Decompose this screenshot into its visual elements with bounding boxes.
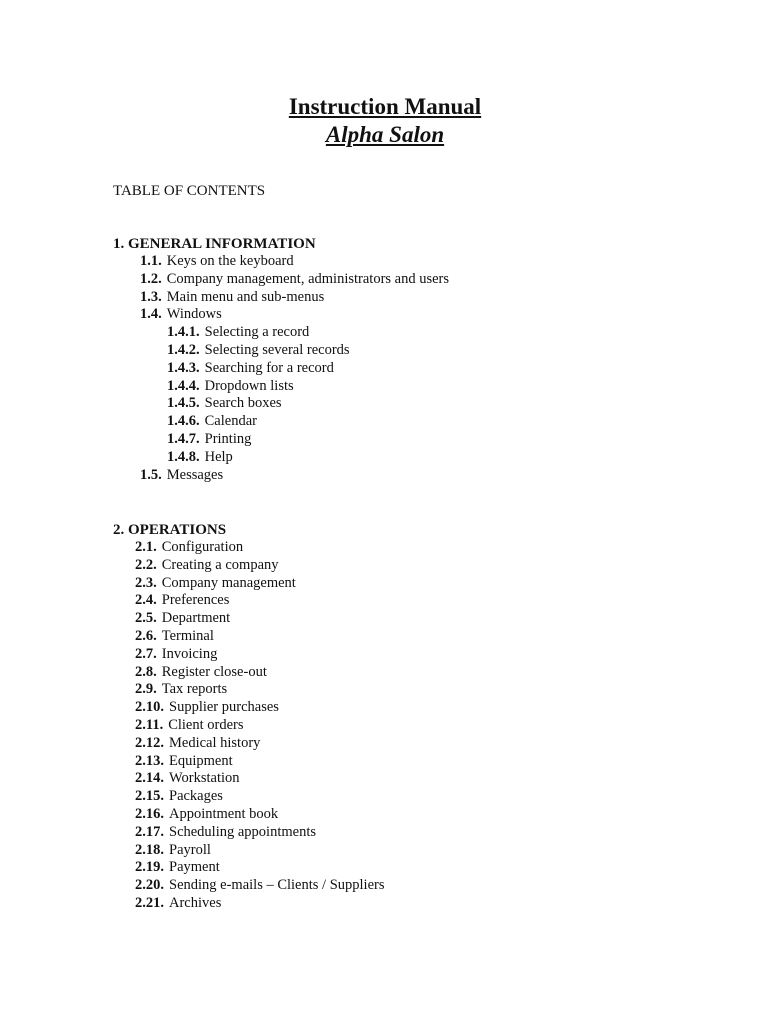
toc-entry-title: Selecting a record: [204, 324, 310, 341]
document-subtitle: Alpha Salon: [325, 122, 445, 147]
toc-entry-number: 2.5.: [135, 610, 157, 627]
toc-entry: [113, 681, 733, 699]
toc-entry: [113, 628, 733, 646]
toc-entry: [113, 360, 733, 378]
toc-entry-number: 2.21.: [135, 894, 164, 911]
toc-entry: [113, 557, 733, 575]
toc-entry-title: Workstation: [169, 770, 240, 787]
toc-entry-title: Supplier purchases: [169, 699, 279, 716]
toc-entry: [113, 324, 733, 342]
toc-entry-number: 2.12.: [135, 734, 164, 751]
toc-entry: [113, 842, 733, 860]
toc-entry-number: 2.8.: [135, 663, 157, 680]
toc-entry-title: Preferences: [161, 592, 230, 609]
toc-entry: [113, 306, 733, 324]
toc-entry-title: Client orders: [168, 716, 244, 733]
toc-entry-number: 1.4.1.: [167, 324, 200, 341]
toc-entry-number: 2.9.: [135, 681, 157, 698]
toc-entry-number: 2.20.: [135, 877, 164, 894]
toc-entry: [113, 378, 733, 396]
toc-entry: [113, 753, 733, 771]
toc-entry-title: Company management, administrators and users: [166, 270, 450, 287]
toc-entry-number: 2.7.: [135, 645, 157, 662]
toc-entry-number: 2.11.: [135, 716, 164, 733]
toc-entry-number: 1.4.2.: [167, 341, 200, 358]
toc-entry: [113, 431, 733, 449]
toc-entry: [113, 770, 733, 788]
toc-entry: [113, 824, 733, 842]
toc-entry-title: Packages: [169, 788, 223, 805]
section-items: [113, 253, 733, 484]
toc-entry-number: 2.1.: [135, 539, 157, 555]
toc-entry: [113, 610, 733, 628]
toc-entry-title: Invoicing: [161, 645, 218, 662]
toc-entry-title: Calendar: [204, 413, 257, 430]
toc-section-operations: [113, 521, 733, 913]
toc-entry-number: 1.4.7.: [167, 430, 200, 447]
toc-entry-title: Payroll: [169, 841, 211, 858]
toc-entry-title: Terminal: [161, 627, 214, 644]
document-title: Instruction Manual: [288, 94, 482, 119]
toc-entry-title: Printing: [204, 430, 252, 447]
toc-entry-number: 2.16.: [135, 805, 164, 822]
toc-entry: [113, 413, 733, 431]
toc-entry-title: Messages: [166, 466, 224, 483]
toc-entry-number: 2.6.: [135, 627, 157, 644]
toc-heading: TABLE OF CONTENTS: [113, 183, 266, 199]
toc-entry: [113, 859, 733, 877]
toc-entry-number: 1.4.: [140, 306, 162, 323]
toc-entry-title: Tax reports: [161, 681, 228, 698]
toc-entry-title: Department: [161, 610, 231, 627]
toc-entry: [113, 342, 733, 360]
toc-entry-number: 2.2.: [135, 556, 157, 573]
section-heading: 1. GENERAL INFORMATION: [113, 236, 316, 252]
toc-entry-title: Windows: [166, 306, 222, 323]
toc-entry-number: 1.2.: [140, 270, 162, 287]
toc-entry-title: Selecting several records: [204, 341, 350, 358]
toc-entry: [113, 289, 733, 307]
toc-entry-title: Appointment book: [169, 805, 279, 822]
toc-entry-number: 2.17.: [135, 823, 164, 840]
toc-entry-title: Scheduling appointments: [169, 823, 316, 840]
toc-entry-title: Archives: [169, 894, 222, 911]
toc-entry-number: 1.4.3.: [167, 359, 200, 376]
toc-entry: [113, 788, 733, 806]
toc-entry-number: 1.4.4.: [167, 377, 200, 394]
toc-entry: [113, 539, 733, 557]
toc-entry-number: 2.10.: [135, 699, 164, 716]
toc-entry-number: 2.13.: [135, 752, 164, 769]
toc-entry-title: Dropdown lists: [204, 377, 294, 394]
toc-entry-number: 1.1.: [140, 253, 162, 269]
toc-entry: [113, 646, 733, 664]
toc-entry-number: 1.5.: [140, 466, 162, 483]
toc-entry-title: Creating a company: [161, 556, 279, 573]
toc-entry-title: Main menu and sub-menus: [166, 288, 325, 305]
toc-entry-number: 1.3.: [140, 288, 162, 305]
toc-entry: [113, 895, 733, 913]
toc-section-general-information: [113, 235, 733, 484]
toc-entry: [113, 806, 733, 824]
toc-entry: [113, 664, 733, 682]
toc-entry: [113, 699, 733, 717]
toc-entry: [113, 467, 733, 485]
toc-entry-title: Payment: [169, 859, 220, 876]
toc-entry-title: Equipment: [169, 752, 233, 769]
toc-entry: [113, 717, 733, 735]
toc-entry-number: 1.4.8.: [167, 448, 200, 465]
toc-entry-number: 2.4.: [135, 592, 157, 609]
toc-entry-title: Search boxes: [204, 395, 282, 412]
toc-entry-title: Searching for a record: [204, 359, 334, 376]
toc-entry-number: 2.14.: [135, 770, 164, 787]
toc-entry: [113, 253, 733, 271]
toc-entry: [113, 271, 733, 289]
toc-entry-title: Company management: [161, 574, 296, 591]
toc-entry: [113, 395, 733, 413]
toc-entry-number: 2.19.: [135, 859, 164, 876]
toc-entry-number: 2.18.: [135, 841, 164, 858]
toc-entry: [113, 575, 733, 593]
toc-entry-title: Help: [204, 448, 233, 465]
toc-entry: [113, 592, 733, 610]
toc-entry-title: Configuration: [161, 539, 244, 555]
section-items: [113, 539, 733, 913]
toc-entry-number: 2.3.: [135, 574, 157, 591]
toc-entry-number: 2.15.: [135, 788, 164, 805]
toc-entry: [113, 735, 733, 753]
toc-entry: [113, 449, 733, 467]
toc-entry: [113, 877, 733, 895]
section-heading: 2. OPERATIONS: [113, 522, 227, 538]
toc-entry-title: Keys on the keyboard: [166, 253, 294, 269]
toc-entry-title: Sending e-mails – Clients / Suppliers: [169, 877, 385, 894]
toc-entry-title: Register close-out: [161, 663, 267, 680]
toc-entry-title: Medical history: [169, 734, 261, 751]
toc-entry-number: 1.4.6.: [167, 413, 200, 430]
toc-entry-number: 1.4.5.: [167, 395, 200, 412]
